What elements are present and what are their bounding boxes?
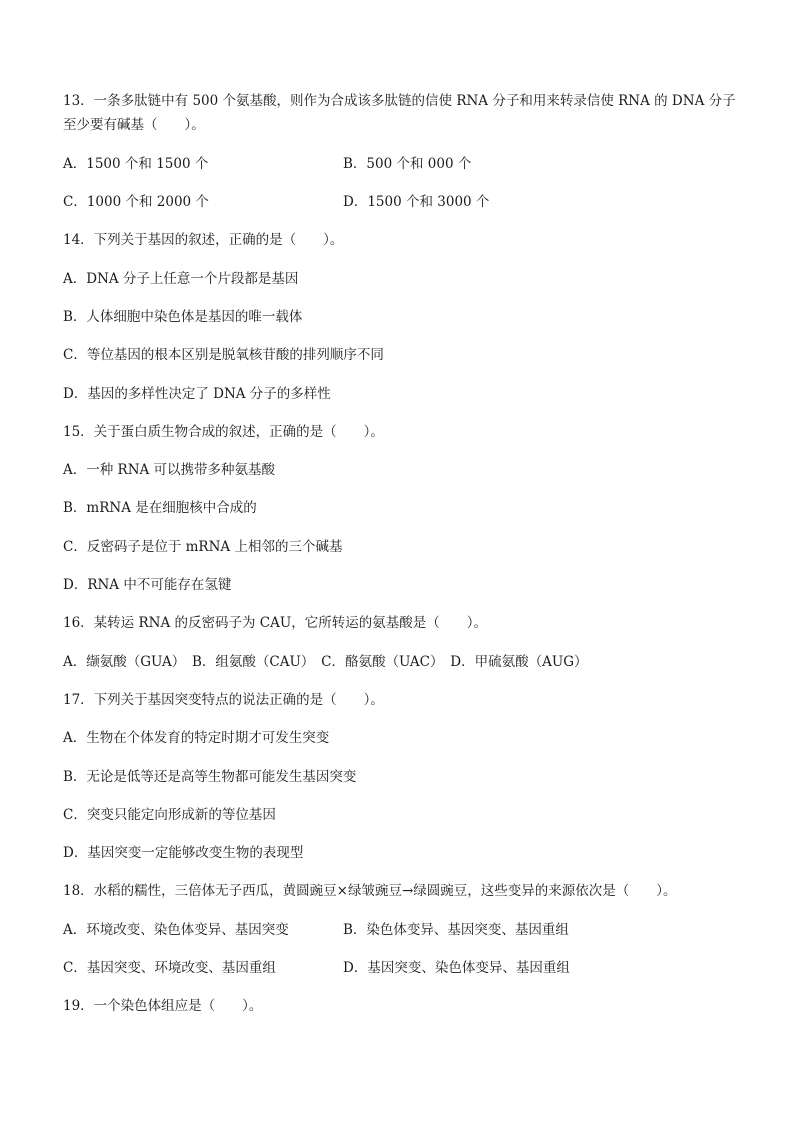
q15-option-c: C．反密码子是位于 mRNA 上相邻的三个碱基 [63, 539, 343, 555]
q14-option-a: A．DNA 分子上任意一个片段都是基因 [63, 271, 299, 287]
q14-option-d: D．基因的多样性决定了 DNA 分子的多样性 [63, 386, 331, 402]
q14-option-c: C．等位基因的根本区别是脱氧核苷酸的排列顺序不同 [63, 347, 384, 363]
q13-option-c: C．1000 个和 2000 个 [63, 194, 209, 210]
q17-stem: 17．下列关于基因突变特点的说法正确的是（ ）。 [63, 692, 384, 708]
q16-options: A．缬氨酸（GUA） B．组氨酸（CAU） C．酪氨酸（UAC） D．甲硫氨酸（AUG） [63, 654, 588, 670]
q18-option-c: C．基因突变、环境改变、基因重组 [63, 960, 276, 976]
q18-stem: 18．水稻的糯性，三倍体无子西瓜，黄圆豌豆×绿皱豌豆→绿圆豌豆，这些变异的来源依次是（ ）。 [63, 883, 677, 899]
q14-stem: 14．下列关于基因的叙述，正确的是（ ）。 [63, 232, 344, 248]
q13-option-d: D．1500 个和 3000 个 [343, 194, 490, 210]
q15-stem: 15．关于蛋白质生物合成的叙述，正确的是（ ）。 [63, 424, 384, 440]
q13-stem-line2: 至少要有碱基（ ）。 [63, 117, 205, 133]
q18-option-a: A．环境改变、染色体变异、基因突变 [63, 922, 289, 938]
q15-option-d: D．RNA 中不可能存在氢键 [63, 577, 232, 593]
q16-stem: 16．某转运 RNA 的反密码子为 CAU，它所转运的氨基酸是（ ）。 [63, 615, 487, 631]
q15-option-a: A．一种 RNA 可以携带多种氨基酸 [63, 462, 276, 478]
q17-option-a: A．生物在个体发育的特定时期才可发生突变 [63, 730, 330, 746]
q17-option-c: C．突变只能定向形成新的等位基因 [63, 807, 276, 823]
q18-option-b: B．染色体变异、基因突变、基因重组 [343, 922, 569, 938]
q13-option-a: A．1500 个和 1500 个 [63, 156, 209, 172]
q17-option-b: B．无论是低等还是高等生物都可能发生基因突变 [63, 769, 357, 785]
q15-option-b: B．mRNA 是在细胞核中合成的 [63, 500, 257, 516]
q17-option-d: D．基因突变一定能够改变生物的表现型 [63, 845, 304, 861]
q13-option-b: B．500 个和 000 个 [343, 156, 472, 172]
q13-stem-line1: 13．一条多肽链中有 500 个氨基酸，则作为合成该多肽链的信使 RNA 分子和用来转录信使 RNA 的 DNA 分子 [63, 93, 736, 109]
q18-option-d: D．基因突变、染色体变异、基因重组 [343, 960, 570, 976]
q14-option-b: B．人体细胞中染色体是基因的唯一载体 [63, 309, 303, 325]
q19-stem: 19．一个染色体组应是（ ）。 [63, 998, 263, 1014]
